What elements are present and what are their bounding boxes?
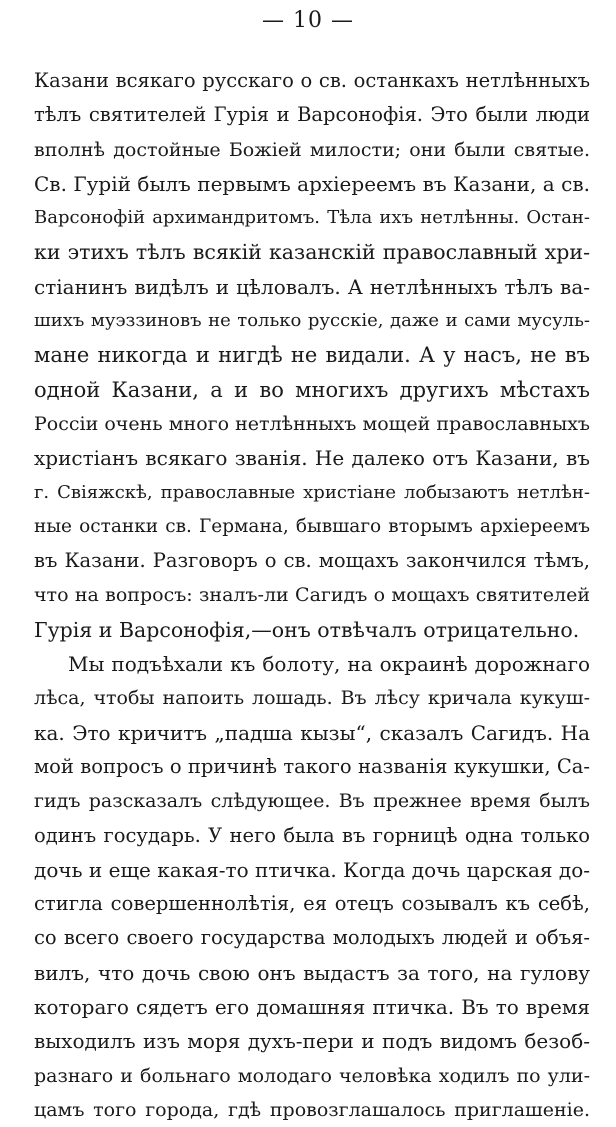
text-line: Св. Гурій былъ первымъ архіереемъ въ Казани, а св. xyxy=(34,171,590,196)
text-line: котораго сядетъ его домашняя птичка. Въ то время xyxy=(34,995,590,1020)
text-line: дочь и еще какая-то птичка. Когда дочь царская до- xyxy=(34,857,590,882)
text-line: шихъ муэззиновъ не только русскіе, даже и сами мусуль- xyxy=(34,310,590,332)
text-line: вилъ, что дочь свою онъ выдастъ за того, на гулову xyxy=(34,960,590,985)
paragraph-start-line: Мы подъѣхали къ болоту, на окраинѣ дорожнаго xyxy=(68,652,590,677)
text-line: Варсонофій архимандритомъ. Тѣла ихъ нетлѣнны. Остан- xyxy=(34,207,590,229)
text-line: разнаго и больнаго молодаго человѣка ходилъ по ули- xyxy=(34,1064,590,1087)
text-line: лѣса, чтобы напоить лошадь. Въ лѣсу кричала кукуш- xyxy=(34,687,590,710)
text-line: что на вопросъ: зналъ-ли Сагидъ о мощахъ святителей xyxy=(34,584,590,607)
text-line: ки этихъ тѣлъ всякій казанскій православный хри- xyxy=(34,240,590,265)
text-line: цамъ того города, гдѣ провозглашалось приглашеніе. xyxy=(34,1098,590,1121)
text-line: Казани всякаго русскаго о св. останкахъ нетлѣнныхъ xyxy=(34,69,590,92)
page-number: — 10 — xyxy=(262,8,354,33)
text-line: одной Казани, а и во многихъ другихъ мѣстахъ xyxy=(34,377,590,402)
text-line: мой вопросъ о причинѣ такого названія кукушки, Са- xyxy=(34,754,590,778)
text-line: гидъ разсказалъ слѣдующее. Въ прежнее время былъ xyxy=(34,790,590,813)
text-line: стіанинъ видѣлъ и цѣловалъ. А нетлѣнныхъ тѣлъ ва- xyxy=(34,274,590,299)
text-line: мане никогда и нигдѣ не видали. А у насъ, не въ xyxy=(34,343,590,368)
text-line: въ Казани. Разговоръ о св. мощахъ закончился тѣмъ, xyxy=(34,549,590,573)
text-line: ка. Это кричитъ „падша кызы“, сказалъ Сагидъ. На xyxy=(34,720,590,745)
text-line: ные останки св. Германа, бывшаго вторымъ архіереемъ xyxy=(34,515,590,537)
text-line: со всего своего государства молодыхъ людей и объя- xyxy=(34,926,590,950)
text-line: тѣлъ святителей Гурія и Варсонофія. Это были люди xyxy=(34,103,590,127)
body-text xyxy=(34,64,590,1127)
text-line: Россіи очень много нетлѣнныхъ мощей православныхъ xyxy=(34,412,590,435)
text-line: стигла совершеннолѣтія, ея отецъ созывалъ къ себѣ, xyxy=(34,892,590,916)
text-line: г. Свіяжскѣ, православные христіане лобызаютъ нетлѣн- xyxy=(34,481,590,503)
text-line: одинъ государь. У него была въ горницѣ одна только xyxy=(34,823,590,847)
paragraph-end-line: Гурія и Варсонофія,—онъ отвѣчалъ отрицательно. xyxy=(34,617,580,642)
text-line: выходилъ изъ моря духъ-пери и подъ видомъ безоб- xyxy=(34,1029,590,1054)
text-line: вполнѣ достойные Божіей милости; они были святые. xyxy=(34,138,590,161)
text-line: христіанъ всякаго званія. Не далеко отъ Казани, въ xyxy=(34,446,590,471)
